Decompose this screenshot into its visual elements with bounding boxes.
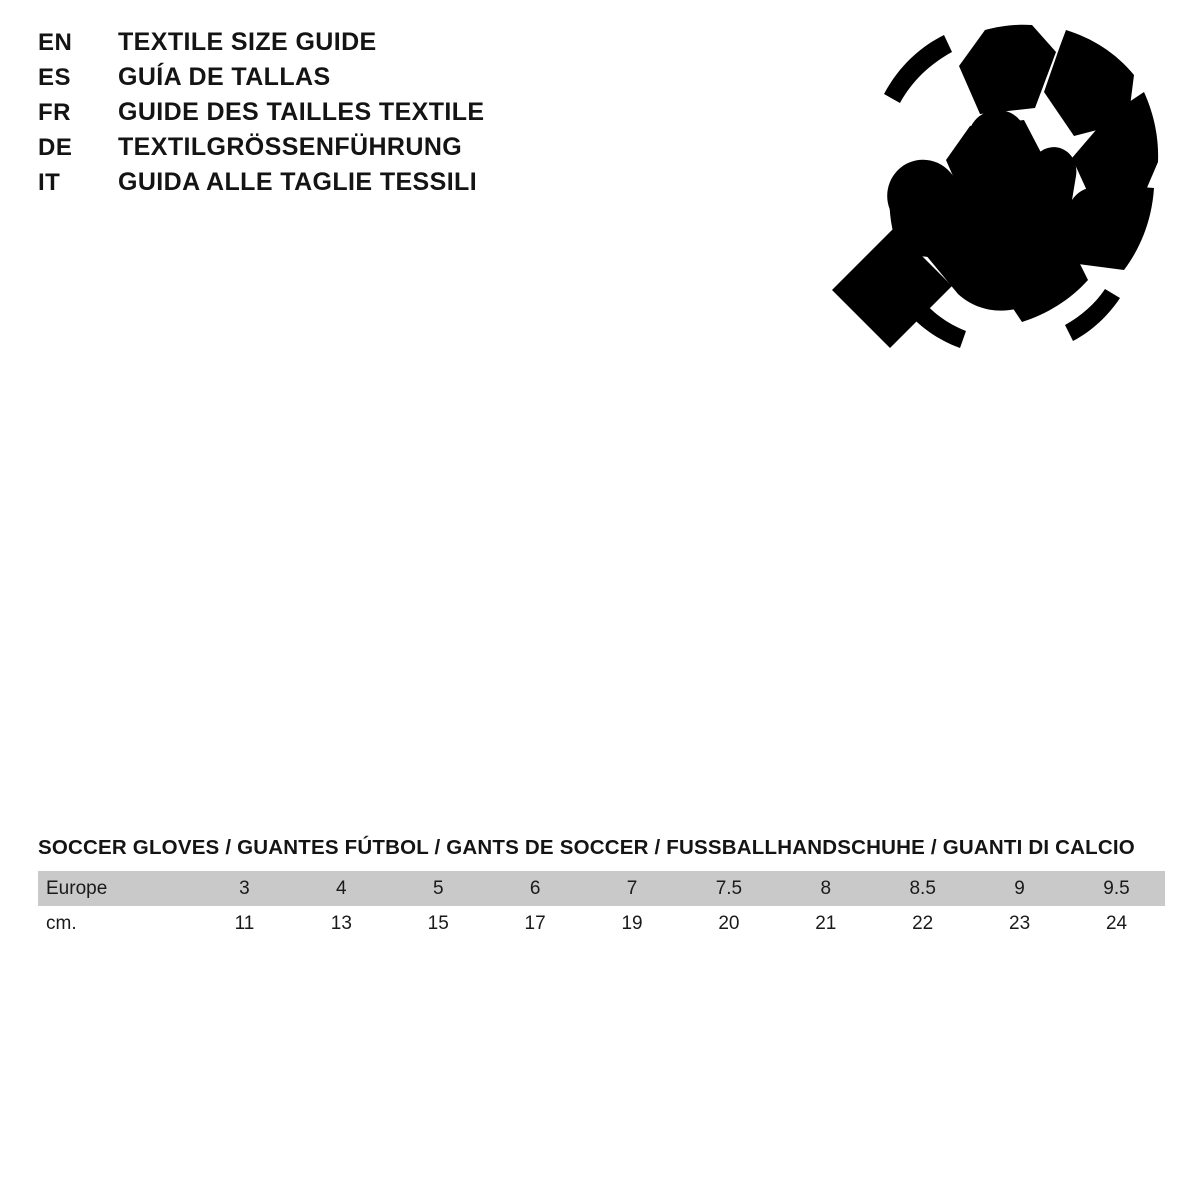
cell-europe-1: 4	[293, 871, 390, 906]
language-row-en	[38, 30, 678, 65]
cell-cm-1: 13	[293, 906, 390, 941]
cell-cm-3: 17	[487, 906, 584, 941]
language-text-de: TEXTILGRÖSSENFÜHRUNG	[118, 133, 463, 161]
cell-cm-4: 19	[584, 906, 681, 941]
language-text-es: GUÍA DE TALLAS	[118, 63, 331, 91]
cell-europe-7: 8.5	[874, 871, 971, 906]
language-text-en: TEXTILE SIZE GUIDE	[118, 28, 377, 56]
cell-cm-0: 11	[196, 906, 293, 941]
cell-europe-0: 3	[196, 871, 293, 906]
cell-europe-9: 9.5	[1068, 871, 1165, 906]
row-label-europe: Europe	[38, 871, 196, 906]
cell-cm-7: 22	[874, 906, 971, 941]
cell-cm-2: 15	[390, 906, 487, 941]
language-text-fr: GUIDE DES TAILLES TEXTILE	[118, 98, 485, 126]
cell-cm-5: 20	[680, 906, 777, 941]
language-code-fr: FR	[38, 99, 71, 126]
table-row	[38, 906, 1165, 941]
language-code-en: EN	[38, 29, 73, 56]
table-row	[38, 871, 1165, 906]
language-code-de: DE	[38, 134, 73, 161]
language-code-it: IT	[38, 169, 61, 196]
cell-europe-3: 6	[487, 871, 584, 906]
language-row-es	[38, 65, 678, 100]
cell-europe-2: 5	[390, 871, 487, 906]
cell-cm-9: 24	[1068, 906, 1165, 941]
size-table-title: SOCCER GLOVES / GUANTES FÚTBOL / GANTS DE SOCCER / FUSSBALLHANDSCHUHE / GUANTI DI CALCIO	[38, 836, 1135, 859]
language-row-it	[38, 170, 678, 205]
language-list	[38, 30, 678, 205]
cell-europe-8: 9	[971, 871, 1068, 906]
cell-europe-5: 7.5	[680, 871, 777, 906]
cell-cm-8: 23	[971, 906, 1068, 941]
goalkeeper-glove-and-soccer-ball-icon	[820, 18, 1160, 368]
cell-europe-6: 8	[777, 871, 874, 906]
language-row-de	[38, 135, 678, 170]
cell-europe-4: 7	[584, 871, 681, 906]
logo-container	[820, 18, 1160, 368]
cell-cm-6: 21	[777, 906, 874, 941]
size-table-section	[38, 836, 1168, 941]
language-row-fr	[38, 100, 678, 135]
size-table	[38, 871, 1165, 941]
row-label-cm: cm.	[38, 906, 196, 941]
language-code-es: ES	[38, 64, 72, 91]
language-text-it: GUIDA ALLE TAGLIE TESSILI	[118, 168, 478, 196]
